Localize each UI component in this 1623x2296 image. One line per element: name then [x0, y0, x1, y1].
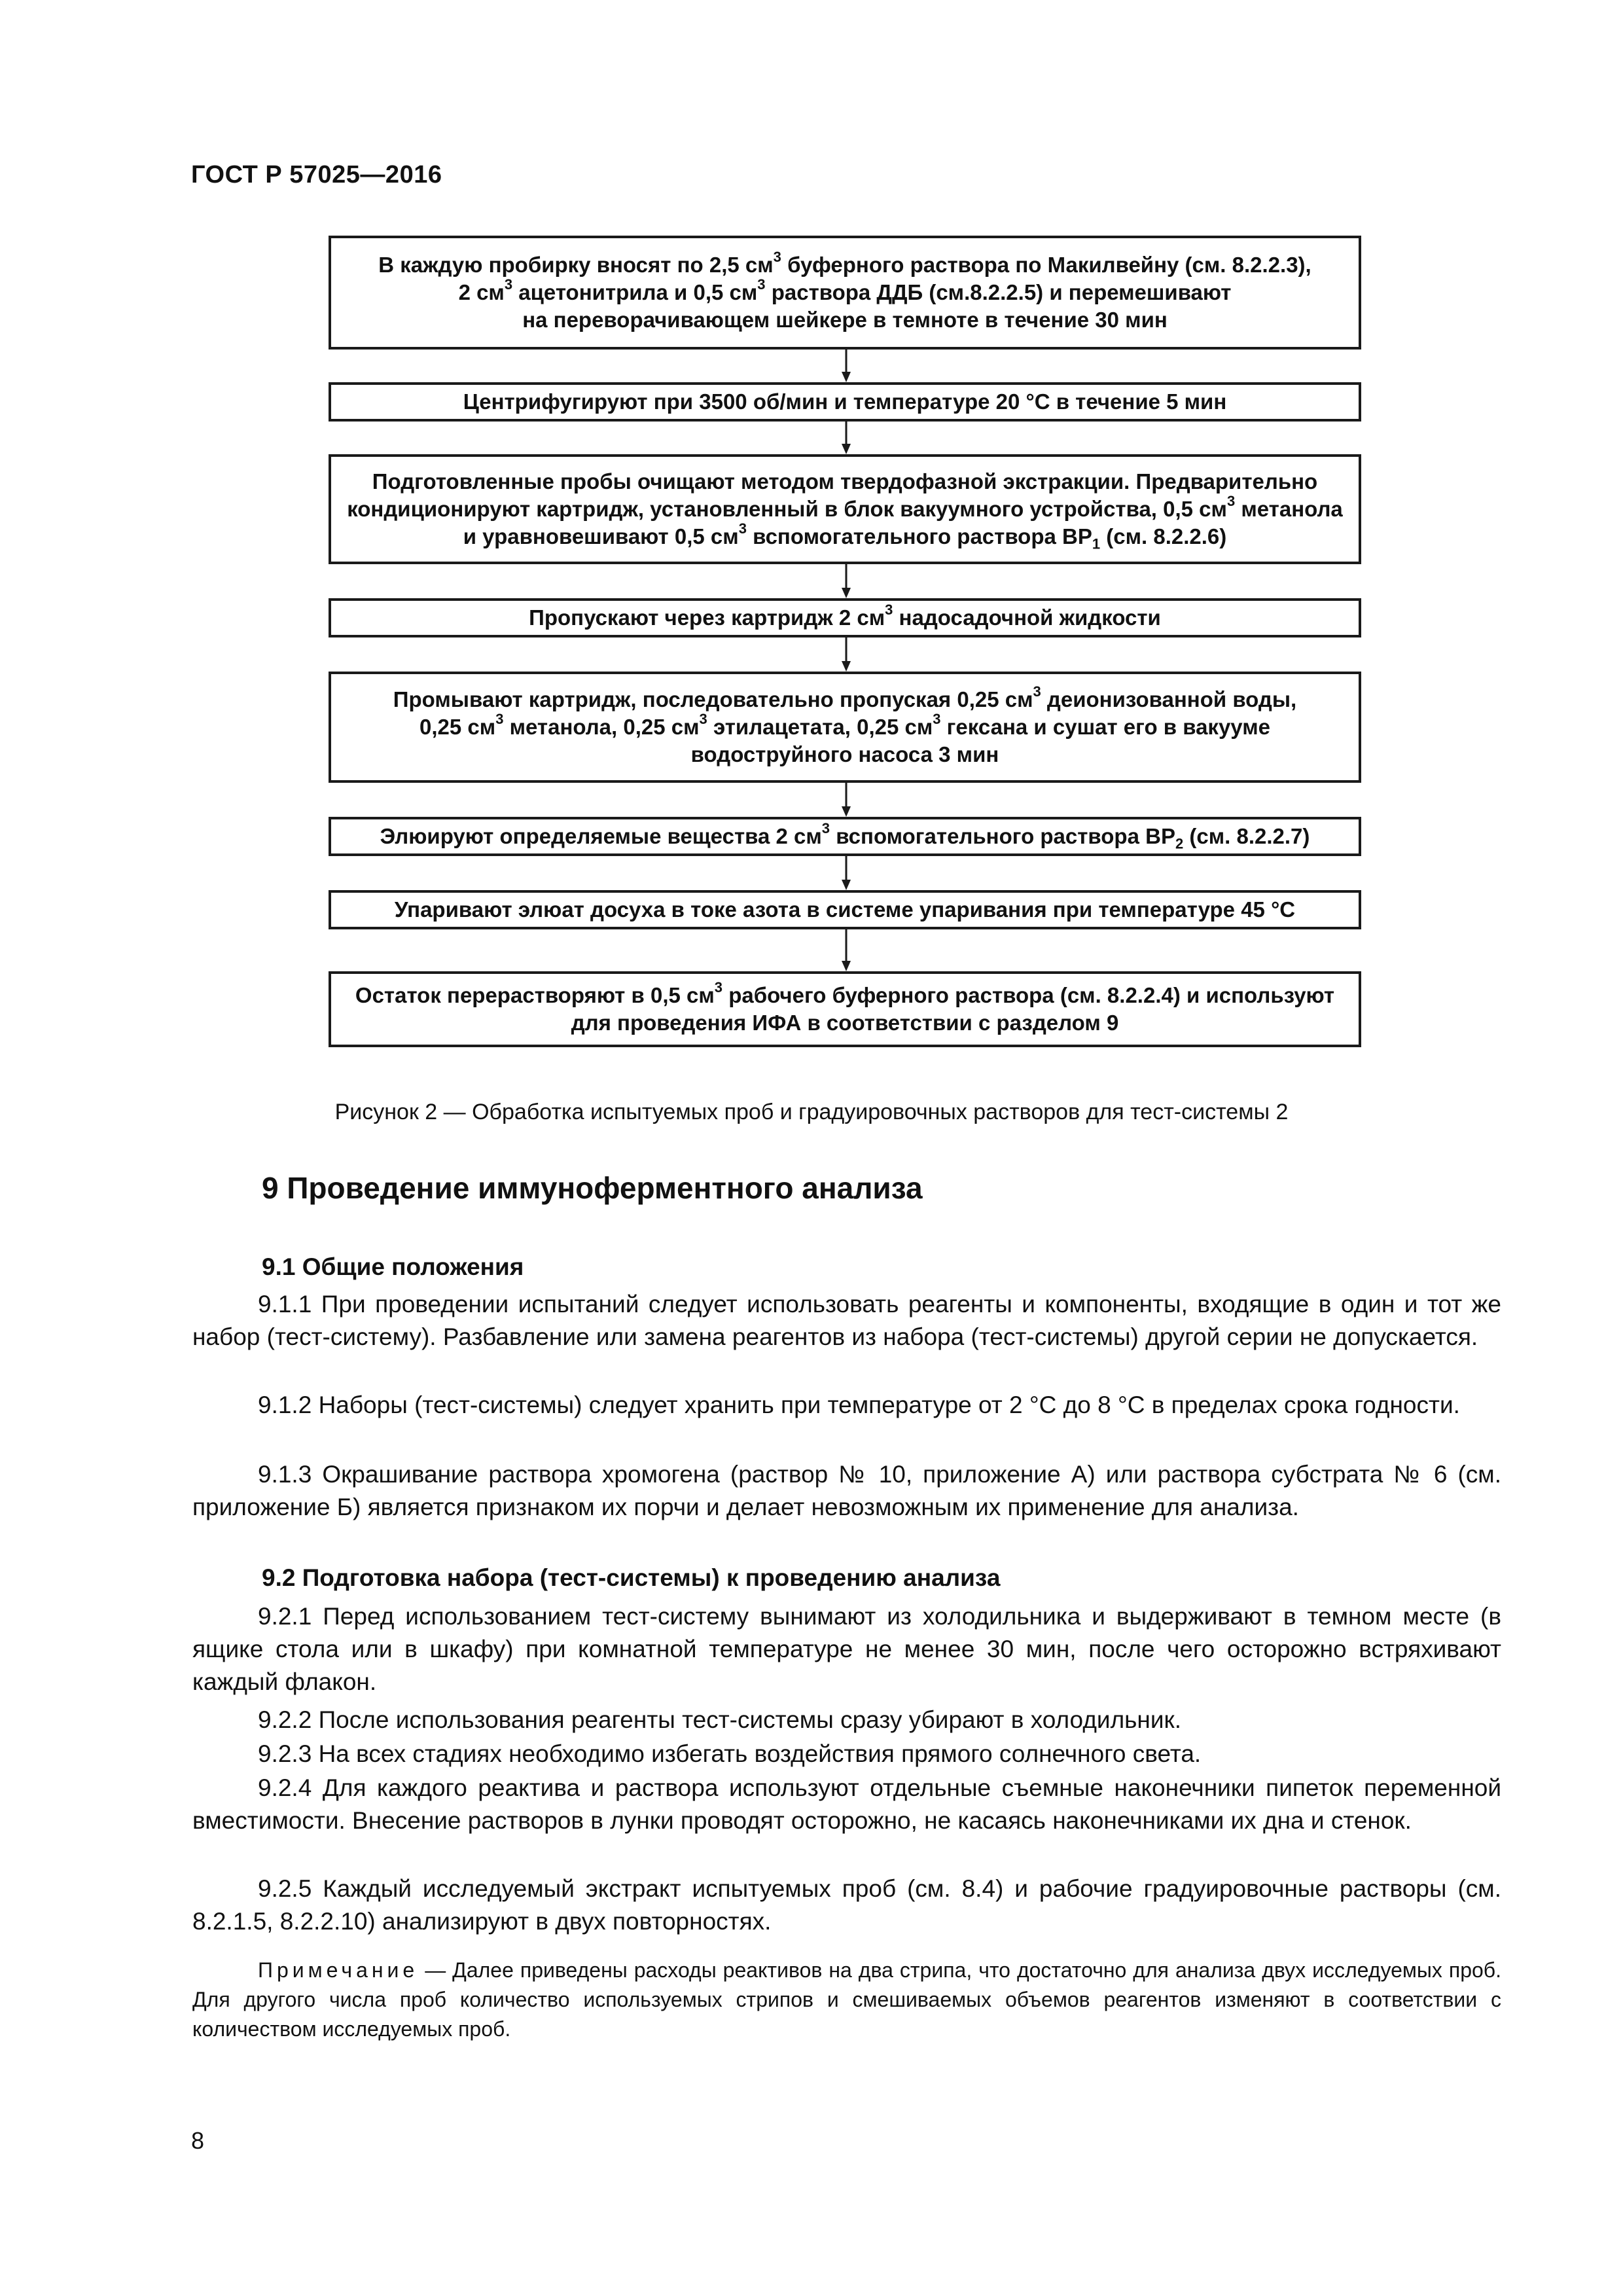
paragraph-9-1-2: 9.1.2 Наборы (тест-системы) следует хранить при температуре от 2 °С до 8 °С в пределах срока годности. [258, 1391, 1460, 1418]
flow-step-2: Центрифугируют при 3500 об/мин и температуре 20 °С в течение 5 мин [329, 382, 1361, 422]
flow-arrow-7 [840, 929, 853, 971]
figure-caption: Рисунок 2 — Обработка испытуемых проб и градуировочных растворов для тест-системы 2 [334, 1100, 1289, 1124]
subsection-heading-9-1: 9.1 Общие положения [262, 1253, 524, 1280]
page-number: 8 [191, 2127, 205, 2154]
flow-arrow-2 [840, 422, 853, 454]
paragraph-9-2-1: 9.2.1 Перед использованием тест-систему вынимают из холодильника и выдерживают в темном месте (в ящике стола или в шкафу) при комнатной температуре не менее 30 мин, после чего осторожно встряхивают каждый флакон. [192, 1603, 1501, 1695]
flow-step-1: В каждую пробирку вносят по 2,5 $см^3$ буферного раствора по Макилвейну (см. 8.2.2.3), 2 $см^3$ ацетонитрила и 0,5 $см^3$ раствора ДДБ (см.8.2.2.5) и перемешивают на переворачивающем шейкере в темноте в течение 30 мин [329, 236, 1361, 350]
paragraph-9-2-5: 9.2.5 Каждый исследуемый экстракт испытуемых проб (см. 8.4) и рабочие градуировочные растворы (см. 8.2.1.5, 8.2.2.10) анализируют в двух повторностях. [192, 1875, 1501, 1935]
paragraph-9-1-3: 9.1.3 Окрашивание раствора хромогена (раствор № 10, приложение А) или раствора субстрата № 6 (см. приложение Б) является признаком их порчи и делает невозможным их применение для анализа. [192, 1461, 1501, 1520]
flow-step-3: Подготовленные пробы очищают методом твердофазной экстракции. Предварительно кондиционируют картридж, установленный в блок вакуумного устройства, 0,5 $см^3$ метанола и уравновешивают 0,5 $см^3$ вспомогательного раствора $ВР_1$ (см. 8.2.2.6) [329, 454, 1361, 564]
paragraph-9-2-3: 9.2.3 На всех стадиях необходимо избегать воздействия прямого солнечного света. [258, 1740, 1202, 1767]
paragraph-9-2-2: 9.2.2 После использования реагенты тест-системы сразу убирают в холодильник. [258, 1706, 1182, 1733]
flow-arrow-3 [840, 564, 853, 598]
flow-arrow-4 [840, 637, 853, 672]
flow-step-7: Упаривают элюат досуха в токе азота в системе упаривания при температуре 45 °С [329, 890, 1361, 929]
subsection-heading-9-2: 9.2 Подготовка набора (тест-системы) к проведению анализа [262, 1564, 1001, 1591]
flow-arrow-5 [840, 783, 853, 817]
flow-step-4: Пропускают через картридж 2 $см^3$ надосадочной жидкости [329, 598, 1361, 637]
flow-arrow-1 [840, 350, 853, 382]
section-heading: 9 Проведение иммуноферментного анализа [262, 1171, 923, 1205]
flow-step-5: Промывают картридж, последовательно пропуская 0,25 $см^3$ деионизованной воды, 0,25 $см^3$ метанола, 0,25 $см^3$ этилацетата, 0,25 $см^3$ гексана и сушат его в вакууме водоструйного насоса 3 мин [329, 672, 1361, 783]
note-text: — Далее приведены расходы реактивов на два стрипа, что достаточно для анализа двух исследуемых проб. Для другого числа проб количество используемых стрипов и смешиваемых объемов реагентов изменяют в соответствии с количеством исследуемых проб. [192, 1958, 1501, 2041]
paragraph-9-2-4: 9.2.4 Для каждого реактива и раствора используют отдельные съемные наконечники пипеток переменной вместимости. Внесение растворов в лунки проводят осторожно, не касаясь наконечниками их дна и стенок. [192, 1774, 1501, 1834]
flow-step-8: Остаток перерастворяют в 0,5 $см^3$ рабочего буферного раствора (см. 8.2.2.4) и используют для проведения ИФА в соответствии с разделом 9 [329, 971, 1361, 1047]
note-label: Примечание [258, 1958, 419, 1982]
flow-step-6: Элюируют определяемые вещества 2 $см^3$ вспомогательного раствора $ВР_2$ (см. 8.2.2.7) [329, 817, 1361, 856]
note [192, 1956, 1501, 2044]
paragraph-9-1-1: 9.1.1 При проведении испытаний следует использовать реагенты и компоненты, входящие в один и тот же набор (тест-систему). Разбавление или замена реагентов из набора (тест-системы) другой серии не допускается. [192, 1291, 1501, 1350]
document-header: ГОСТ Р 57025—2016 [191, 161, 442, 188]
flow-arrow-6 [840, 856, 853, 890]
